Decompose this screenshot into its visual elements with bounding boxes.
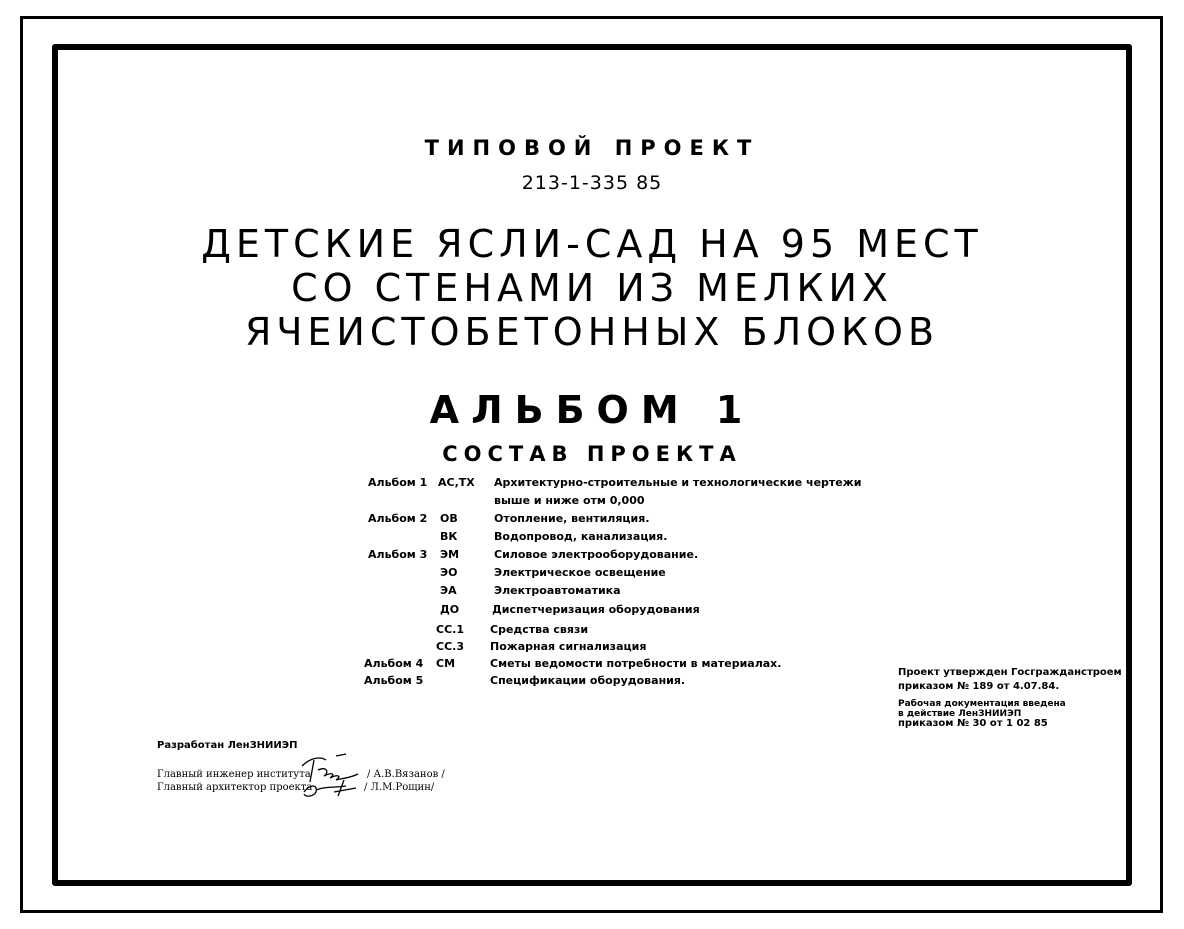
- list-item-desc: Электроавтоматика: [494, 584, 621, 597]
- title-line-2: СО СТЕНАМИ ИЗ МЕЛКИХ: [291, 266, 893, 310]
- list-item-code: СМ: [436, 657, 456, 670]
- list-item-desc: Пожарная сигнализация: [490, 640, 647, 653]
- list-item-code: ВК: [440, 530, 458, 543]
- chief-architect-name: / Л.М.Рощин/: [364, 782, 435, 793]
- list-item-code: ЭО: [440, 566, 458, 579]
- list-item-desc: Отопление, вентиляция.: [494, 512, 650, 525]
- list-item-code: ЭА: [440, 584, 457, 597]
- list-item-desc: Сметы ведомости потребности в материалах.: [490, 657, 782, 670]
- approval-line-5: приказом № 30 от 1 02 85: [898, 718, 1048, 729]
- list-item-code: СС.1: [436, 623, 464, 636]
- list-item-desc: Спецификации оборудования.: [490, 674, 686, 687]
- chief-engineer-name: / А.В.Вязанов /: [367, 769, 445, 780]
- list-item-desc: Архитектурно-строительные и технологические чертежи: [494, 476, 862, 489]
- title-line-3: ЯЧЕИСТОБЕТОННЫХ БЛОКОВ: [244, 310, 940, 354]
- approval-line-1: Проект утвержден Госгражданстроем: [898, 667, 1122, 678]
- list-item-desc: Водопровод, канализация.: [494, 530, 668, 543]
- project-code: 213-1-335 85: [521, 172, 663, 194]
- list-item-code: ОВ: [440, 512, 458, 525]
- signature-icon: [296, 752, 368, 804]
- contents-title: СОСТАВ ПРОЕКТА: [442, 442, 742, 466]
- list-item-code: СС.3: [436, 640, 464, 653]
- type-label: ТИПОВОЙ ПРОЕКТ: [424, 136, 760, 160]
- album-title: АЛЬБОМ 1: [429, 388, 755, 432]
- chief-engineer-role: Главный инженер института: [157, 769, 311, 780]
- approval-line-4: в действие ЛенЗНИИЭП: [898, 709, 1022, 719]
- list-item-album: Альбом 4: [364, 657, 424, 670]
- list-item-code: ДО: [440, 603, 460, 616]
- title-line-1: ДЕТСКИЕ ЯСЛИ-САД НА 95 МЕСТ: [201, 222, 983, 266]
- list-item-code: ЭМ: [440, 548, 460, 561]
- list-item-desc: Силовое электрооборудование.: [494, 548, 699, 561]
- list-item-desc: Средства связи: [490, 623, 589, 636]
- list-item-album: Альбом 1: [368, 476, 428, 489]
- list-item-desc: Электрическое освещение: [494, 566, 666, 579]
- chief-architect-role: Главный архитектор проекта: [157, 782, 313, 793]
- list-item-album: Альбом 5: [364, 674, 424, 687]
- approval-line-3: Рабочая документация введена: [898, 699, 1066, 709]
- developer-label: Разработан ЛенЗНИИЭП: [157, 740, 298, 751]
- approval-line-2: приказом № 189 от 4.07.84.: [898, 681, 1060, 692]
- list-item-album: Альбом 2: [368, 512, 428, 525]
- list-item-album: Альбом 3: [368, 548, 428, 561]
- list-item-desc: Диспетчеризация оборудования: [492, 603, 700, 616]
- list-item-code: АС,ТХ: [438, 476, 475, 489]
- list-item-desc: выше и ниже отм 0,000: [494, 494, 645, 507]
